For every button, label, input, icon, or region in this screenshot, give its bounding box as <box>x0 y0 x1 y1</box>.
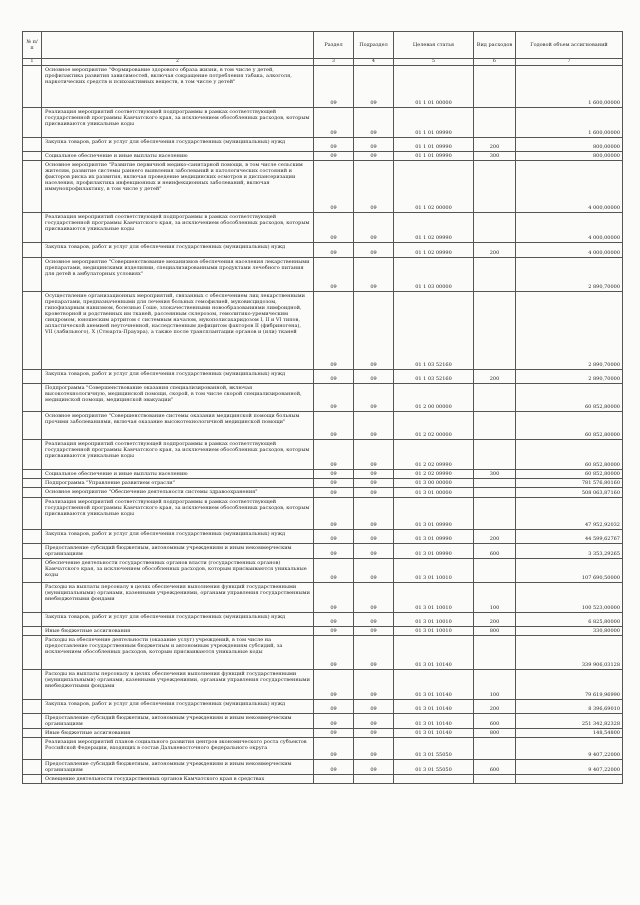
row-sum-cell: 107 690,50000 <box>516 559 623 583</box>
row-vr-cell <box>474 559 516 583</box>
row-number-cell <box>23 498 42 530</box>
table-row <box>23 213 623 243</box>
table-row <box>23 700 623 714</box>
row-csr-cell: 01 1 01 09990 <box>394 108 474 138</box>
table-row <box>23 530 623 544</box>
row-vr-cell: 200 <box>474 613 516 627</box>
row-number-cell <box>23 479 42 488</box>
row-name-cell: Реализация мероприятий планов социального развития центров экономического роста субъектов Российской Федерации, входящих в состав Дальневосточного федерального округа <box>42 738 314 760</box>
row-name-cell: Основное мероприятие "Обеспечение деятельности системы здравоохранения" <box>42 488 314 498</box>
row-vr-cell: 600 <box>474 714 516 729</box>
row-name-cell: Предоставление субсидий бюджетным, автономным учреждениям и иным некоммерческим организациям <box>42 544 314 559</box>
row-csr-cell: 01 1 02 00000 <box>394 161 474 213</box>
row-sum-cell <box>516 775 623 784</box>
table-row <box>23 243 623 258</box>
row-vr-cell <box>474 258 516 292</box>
row-razdel-cell: 09 <box>314 760 354 775</box>
row-sum-cell: 251 342,82328 <box>516 714 623 729</box>
row-name-cell: Реализация мероприятий соответствующей подпрограммы в рамках соответствующей государственной программы Камчатского края, за исключением обособленных расходов, которым присваиваются уникальные коды <box>42 440 314 470</box>
column-number-row <box>23 59 623 66</box>
row-csr-cell: 01 3 01 10140 <box>394 714 474 729</box>
row-csr-cell: 01 3 01 10140 <box>394 670 474 700</box>
row-name-cell: Расходы на обеспечение деятельности (оказание услуг) учреждений, в том числе на предоставление государственным бюджетным и автономным учреждениям субсидий, за исключением обособленных расходов, которым присваиваются уникальные коды <box>42 636 314 670</box>
row-number-cell <box>23 613 42 627</box>
row-sum-cell: 3 353,29265 <box>516 544 623 559</box>
table-row <box>23 161 623 213</box>
row-number-cell <box>23 161 42 213</box>
row-csr-cell: 01 1 01 09990 <box>394 152 474 161</box>
row-number-cell <box>23 714 42 729</box>
row-csr-cell: 01 1 01 00000 <box>394 66 474 108</box>
row-csr-cell: 01 3 01 09990 <box>394 498 474 530</box>
row-razdel-cell: 09 <box>314 440 354 470</box>
row-razdel-cell: 09 <box>314 161 354 213</box>
row-vr-cell <box>474 108 516 138</box>
row-vr-cell <box>474 488 516 498</box>
row-number-cell <box>23 729 42 738</box>
row-razdel-cell: 09 <box>314 488 354 498</box>
row-razdel-cell: 09 <box>314 138 354 152</box>
row-name-cell: Социальное обеспечение и иные выплаты населению <box>42 470 314 479</box>
row-csr-cell: 01 3 01 10010 <box>394 583 474 613</box>
row-number-cell <box>23 470 42 479</box>
col-podrazdel-header: Подраздел <box>354 32 394 59</box>
row-razdel-cell: 09 <box>314 700 354 714</box>
row-name-cell: Закупка товаров, работ и услуг для обеспечения государственных (муниципальных) нужд <box>42 700 314 714</box>
row-vr-cell <box>474 292 516 370</box>
row-podrazdel-cell: 09 <box>354 738 394 760</box>
row-podrazdel-cell: 09 <box>354 498 394 530</box>
table-row <box>23 559 623 583</box>
table-row <box>23 729 623 738</box>
row-razdel-cell: 09 <box>314 729 354 738</box>
row-number-cell <box>23 775 42 784</box>
row-podrazdel-cell: 09 <box>354 384 394 412</box>
row-name-cell: Основное мероприятие "Совершенствование механизмов обеспечения населения лекарственными препаратами, медицинскими изделиями, специализированными продуктами лечебного питания для детей в амбулаторных условиях" <box>42 258 314 292</box>
row-name-cell: Подпрограмма "Управление развитием отрасли" <box>42 479 314 488</box>
table-row <box>23 152 623 161</box>
col-number: 3 <box>314 59 354 66</box>
row-name-cell: Реализация мероприятий соответствующей подпрограммы в рамках соответствующей государственной программы Камчатского края, за исключением обособленных расходов, которым присваиваются уникальные коды <box>42 498 314 530</box>
header-row <box>23 32 623 59</box>
row-sum-cell: 2 890,70000 <box>516 258 623 292</box>
row-razdel-cell: 09 <box>314 370 354 384</box>
row-razdel-cell: 09 <box>314 384 354 412</box>
table-row <box>23 384 623 412</box>
row-name-cell: Расходы на выплаты персоналу в целях обеспечения выполнения функций государственными (муниципальными) органами, казенными учреждениями, органами управления государственными внебюджетными фондами <box>42 583 314 613</box>
row-number-cell <box>23 627 42 636</box>
row-name-cell: Иные бюджетные ассигнования <box>42 627 314 636</box>
col-razdel-header: Раздел <box>314 32 354 59</box>
row-razdel-cell: 09 <box>314 243 354 258</box>
row-name-cell: Закупка товаров, работ и услуг для обеспечения государственных (муниципальных) нужд <box>42 138 314 152</box>
row-csr-cell: 01 3 01 10140 <box>394 729 474 738</box>
row-csr-cell: 01 1 01 09990 <box>394 138 474 152</box>
row-number-cell <box>23 243 42 258</box>
row-podrazdel-cell: 09 <box>354 213 394 243</box>
row-sum-cell: 4 000,00000 <box>516 243 623 258</box>
budget-table <box>22 31 623 784</box>
row-csr-cell: 01 3 01 00000 <box>394 488 474 498</box>
row-podrazdel-cell: 09 <box>354 530 394 544</box>
row-csr-cell: 01 1 02 09990 <box>394 213 474 243</box>
row-podrazdel-cell: 09 <box>354 613 394 627</box>
row-podrazdel-cell: 09 <box>354 470 394 479</box>
row-podrazdel-cell: 09 <box>354 108 394 138</box>
col-number: 6 <box>474 59 516 66</box>
row-number-cell <box>23 213 42 243</box>
table-row <box>23 370 623 384</box>
table-row <box>23 488 623 498</box>
row-razdel-cell: 09 <box>314 636 354 670</box>
row-podrazdel-cell: 09 <box>354 258 394 292</box>
col-number: 7 <box>516 59 623 66</box>
row-csr-cell: 01 3 00 00000 <box>394 479 474 488</box>
row-podrazdel-cell: 09 <box>354 544 394 559</box>
col-number: 4 <box>354 59 394 66</box>
col-name-header <box>42 32 314 59</box>
row-sum-cell: 508 063,87160 <box>516 488 623 498</box>
row-vr-cell <box>474 479 516 488</box>
row-number-cell <box>23 700 42 714</box>
row-sum-cell: 60 852,80000 <box>516 384 623 412</box>
table-row <box>23 670 623 700</box>
row-name-cell: Основное мероприятие "Формирование здорового образа жизни, в том числе у детей, профилактика развития зависимостей, включая сокращение потребления табака, алкоголя, наркотических средств и психоактивных веществ, в том числе у детей" <box>42 66 314 108</box>
row-number-cell <box>23 412 42 440</box>
row-razdel-cell: 09 <box>314 544 354 559</box>
row-podrazdel-cell: 09 <box>354 488 394 498</box>
row-csr-cell: 01 3 01 55050 <box>394 738 474 760</box>
row-sum-cell: 339 906,03128 <box>516 636 623 670</box>
table-row <box>23 258 623 292</box>
table-row <box>23 714 623 729</box>
row-csr-cell: 01 3 01 09990 <box>394 530 474 544</box>
table-row <box>23 412 623 440</box>
row-vr-cell: 300 <box>474 152 516 161</box>
row-csr-cell: 01 2 02 09990 <box>394 440 474 470</box>
row-razdel-cell: 09 <box>314 412 354 440</box>
row-razdel-cell: 09 <box>314 613 354 627</box>
row-podrazdel-cell: 09 <box>354 440 394 470</box>
row-number-cell <box>23 440 42 470</box>
row-razdel-cell: 09 <box>314 479 354 488</box>
row-razdel-cell: 09 <box>314 627 354 636</box>
row-vr-cell: 200 <box>474 530 516 544</box>
row-name-cell: Основное мероприятие "Совершенствование системы оказания медицинской помощи больным прочими заболеваниями, включая оказание высокотехнологичной медицинской помощи" <box>42 412 314 440</box>
row-vr-cell <box>474 440 516 470</box>
table-row <box>23 470 623 479</box>
row-podrazdel-cell: 09 <box>354 292 394 370</box>
row-razdel-cell: 09 <box>314 714 354 729</box>
row-csr-cell: 01 3 01 10010 <box>394 559 474 583</box>
row-csr-cell: 01 2 00 00000 <box>394 384 474 412</box>
row-razdel-cell: 09 <box>314 258 354 292</box>
table-row <box>23 138 623 152</box>
row-razdel-cell: 09 <box>314 738 354 760</box>
row-podrazdel-cell: 09 <box>354 559 394 583</box>
row-podrazdel-cell: 09 <box>354 412 394 440</box>
row-razdel-cell: 09 <box>314 108 354 138</box>
col-number: 2 <box>42 59 314 66</box>
row-name-cell: Реализация мероприятий соответствующей подпрограммы в рамках соответствующей государственной программы Камчатского края, за исключением обособленных расходов, которым присваиваются уникальные коды <box>42 213 314 243</box>
table-row <box>23 613 623 627</box>
row-vr-cell: 800 <box>474 729 516 738</box>
row-razdel-cell: 09 <box>314 470 354 479</box>
row-name-cell: Освещение деятельности государственных органов Камчатского края в средствах <box>42 775 314 784</box>
table-row <box>23 583 623 613</box>
row-sum-cell: 148,54800 <box>516 729 623 738</box>
col-number: 1 <box>23 59 42 66</box>
row-number-cell <box>23 384 42 412</box>
row-number-cell <box>23 488 42 498</box>
row-sum-cell: 9 407,22000 <box>516 760 623 775</box>
row-razdel-cell: 09 <box>314 213 354 243</box>
col-vr-header: Вид расходов <box>474 32 516 59</box>
row-podrazdel-cell <box>354 775 394 784</box>
col-num-header: № п/п <box>23 32 42 59</box>
row-number-cell <box>23 108 42 138</box>
row-number-cell <box>23 760 42 775</box>
row-number-cell <box>23 152 42 161</box>
row-sum-cell: 800,00000 <box>516 138 623 152</box>
table-row <box>23 440 623 470</box>
row-name-cell: Закупка товаров, работ и услуг для обеспечения государственных (муниципальных) нужд <box>42 530 314 544</box>
row-name-cell: Иные бюджетные ассигнования <box>42 729 314 738</box>
row-podrazdel-cell: 09 <box>354 760 394 775</box>
table-row <box>23 66 623 108</box>
row-number-cell <box>23 138 42 152</box>
row-number-cell <box>23 370 42 384</box>
table-body <box>23 66 623 784</box>
row-csr-cell: 01 3 01 10140 <box>394 636 474 670</box>
row-name-cell: Предоставление субсидий бюджетным, автономным учреждениям и иным некоммерческим организациям <box>42 714 314 729</box>
row-name-cell: Расходы на выплаты персоналу в целях обеспечения выполнения функций государственными (муниципальными) органами, казенными учреждениями, органами управления государственными внебюджетными фондами <box>42 670 314 700</box>
row-sum-cell: 781 576,80160 <box>516 479 623 488</box>
row-razdel-cell <box>314 775 354 784</box>
row-razdel-cell: 09 <box>314 66 354 108</box>
table-row <box>23 627 623 636</box>
row-vr-cell: 100 <box>474 583 516 613</box>
row-podrazdel-cell: 09 <box>354 370 394 384</box>
row-name-cell: Обеспечение деятельности государственных органов власти (государственных органов) Камчатского края, за исключением обособленных расходов, которым присваиваются уникальные коды <box>42 559 314 583</box>
row-vr-cell <box>474 66 516 108</box>
table-row <box>23 498 623 530</box>
table-row <box>23 775 623 784</box>
row-name-cell: Социальное обеспечение и иные выплаты населению <box>42 152 314 161</box>
row-vr-cell: 300 <box>474 470 516 479</box>
row-sum-cell: 800,00000 <box>516 152 623 161</box>
row-vr-cell <box>474 213 516 243</box>
row-vr-cell <box>474 498 516 530</box>
row-vr-cell: 200 <box>474 243 516 258</box>
table-row <box>23 108 623 138</box>
table-row <box>23 738 623 760</box>
table-row <box>23 760 623 775</box>
row-sum-cell: 100 523,00000 <box>516 583 623 613</box>
row-podrazdel-cell: 09 <box>354 161 394 213</box>
row-razdel-cell: 09 <box>314 583 354 613</box>
row-sum-cell: 2 890,70000 <box>516 370 623 384</box>
row-sum-cell: 1 600,00000 <box>516 66 623 108</box>
row-vr-cell <box>474 412 516 440</box>
row-number-cell <box>23 258 42 292</box>
row-sum-cell: 44 599,62767 <box>516 530 623 544</box>
row-razdel-cell: 09 <box>314 670 354 700</box>
row-sum-cell: 4 000,00000 <box>516 161 623 213</box>
row-number-cell <box>23 670 42 700</box>
row-name-cell: Закупка товаров, работ и услуг для обеспечения государственных (муниципальных) нужд <box>42 613 314 627</box>
row-podrazdel-cell: 09 <box>354 636 394 670</box>
row-podrazdel-cell: 09 <box>354 700 394 714</box>
row-sum-cell: 4 000,00000 <box>516 213 623 243</box>
row-vr-cell: 100 <box>474 670 516 700</box>
row-podrazdel-cell: 09 <box>354 66 394 108</box>
row-sum-cell: 8 396,69010 <box>516 700 623 714</box>
row-number-cell <box>23 66 42 108</box>
row-razdel-cell: 09 <box>314 559 354 583</box>
col-sum-header: Годовой объем ассигнований <box>516 32 623 59</box>
row-sum-cell: 60 852,80000 <box>516 440 623 470</box>
row-vr-cell: 200 <box>474 370 516 384</box>
row-sum-cell: 6 825,80000 <box>516 613 623 627</box>
row-podrazdel-cell: 09 <box>354 714 394 729</box>
row-vr-cell: 200 <box>474 700 516 714</box>
row-csr-cell: 01 3 01 10140 <box>394 700 474 714</box>
row-vr-cell: 600 <box>474 760 516 775</box>
row-sum-cell: 1 600,00000 <box>516 108 623 138</box>
row-name-cell: Реализация мероприятий соответствующей подпрограммы в рамках соответствующей государственной программы Камчатского края, за исключением обособленных расходов, которым присваиваются уникальные коды <box>42 108 314 138</box>
row-sum-cell: 79 619,96990 <box>516 670 623 700</box>
row-number-cell <box>23 292 42 370</box>
row-vr-cell: 800 <box>474 627 516 636</box>
row-number-cell <box>23 636 42 670</box>
col-number: 5 <box>394 59 474 66</box>
row-podrazdel-cell: 09 <box>354 627 394 636</box>
row-number-cell <box>23 530 42 544</box>
row-sum-cell: 330,80000 <box>516 627 623 636</box>
row-number-cell <box>23 738 42 760</box>
row-vr-cell <box>474 161 516 213</box>
row-podrazdel-cell: 09 <box>354 138 394 152</box>
row-vr-cell <box>474 636 516 670</box>
row-csr-cell: 01 1 02 09990 <box>394 243 474 258</box>
row-csr-cell: 01 3 01 55050 <box>394 760 474 775</box>
row-vr-cell <box>474 384 516 412</box>
row-name-cell: Закупка товаров, работ и услуг для обеспечения государственных (муниципальных) нужд <box>42 243 314 258</box>
row-number-cell <box>23 583 42 613</box>
row-sum-cell: 60 852,80000 <box>516 470 623 479</box>
row-podrazdel-cell: 09 <box>354 583 394 613</box>
row-csr-cell: 01 1 03 52160 <box>394 370 474 384</box>
row-razdel-cell: 09 <box>314 152 354 161</box>
row-csr-cell: 01 2 02 09990 <box>394 470 474 479</box>
row-csr-cell: 01 3 01 10010 <box>394 613 474 627</box>
table-row <box>23 544 623 559</box>
row-razdel-cell: 09 <box>314 530 354 544</box>
row-sum-cell: 9 407,22000 <box>516 738 623 760</box>
row-podrazdel-cell: 09 <box>354 243 394 258</box>
row-vr-cell: 600 <box>474 544 516 559</box>
row-razdel-cell: 09 <box>314 292 354 370</box>
row-podrazdel-cell: 09 <box>354 729 394 738</box>
table-row <box>23 292 623 370</box>
row-podrazdel-cell: 09 <box>354 670 394 700</box>
table-row <box>23 479 623 488</box>
row-csr-cell: 01 1 03 00000 <box>394 258 474 292</box>
row-name-cell: Подпрограмма "Совершенствование оказания специализированной, включая высокотехнологичную, медицинской помощи, скорой, в том числе скорой специализированной, медицинской помощи, медицинской эвакуации" <box>42 384 314 412</box>
row-number-cell <box>23 559 42 583</box>
row-csr-cell: 01 3 01 10010 <box>394 627 474 636</box>
row-csr-cell: 01 3 01 09990 <box>394 544 474 559</box>
row-csr-cell: 01 2 02 00000 <box>394 412 474 440</box>
row-name-cell: Осуществление организационных мероприятий, связанных с обеспечением лиц лекарственными препаратами, предназначенными для лечения больных гемофилией, муковисцидозом, гипофизарным нанизмом, болезнью Гоше, злокачественными новообразованиями лимфоидной, кроветворной и родственных им тканей, рассеянным склерозом, гемолитико-уремическим синдромом, юношеским артритом с системным началом, мукополисахаридозом I, II и VI типов, апластической анемией неуточненной, наследственным дефицитом факторов II (фибриногена), VII (лабильного), X (Стюарта-Прауэра), а также после трансплантации органов и (или) тканей <box>42 292 314 370</box>
row-vr-cell <box>474 738 516 760</box>
row-vr-cell <box>474 775 516 784</box>
row-podrazdel-cell: 09 <box>354 152 394 161</box>
row-name-cell: Закупка товаров, работ и услуг для обеспечения государственных (муниципальных) нужд <box>42 370 314 384</box>
table-row <box>23 636 623 670</box>
col-csr-header: Целевая статья <box>394 32 474 59</box>
row-sum-cell: 60 852,80000 <box>516 412 623 440</box>
row-name-cell: Основное мероприятие "Развитие первичной медико-санитарной помощи, в том числе сельским жителям, развитие системы раннего выявления заболеваний и патологических состояний и факторов риска их развития, включая проведение медицинских осмотров и диспансеризации населения, профилактика инфекционных и неинфекционных заболеваний, включая иммунопрофилактику, в том числе у детей" <box>42 161 314 213</box>
row-sum-cell: 2 890,70000 <box>516 292 623 370</box>
row-csr-cell: 01 1 03 52160 <box>394 292 474 370</box>
row-vr-cell: 200 <box>474 138 516 152</box>
row-name-cell: Предоставление субсидий бюджетным, автономным учреждениям и иным некоммерческим организациям <box>42 760 314 775</box>
row-number-cell <box>23 544 42 559</box>
row-csr-cell <box>394 775 474 784</box>
row-sum-cell: 47 952,92032 <box>516 498 623 530</box>
row-podrazdel-cell: 09 <box>354 479 394 488</box>
row-razdel-cell: 09 <box>314 498 354 530</box>
